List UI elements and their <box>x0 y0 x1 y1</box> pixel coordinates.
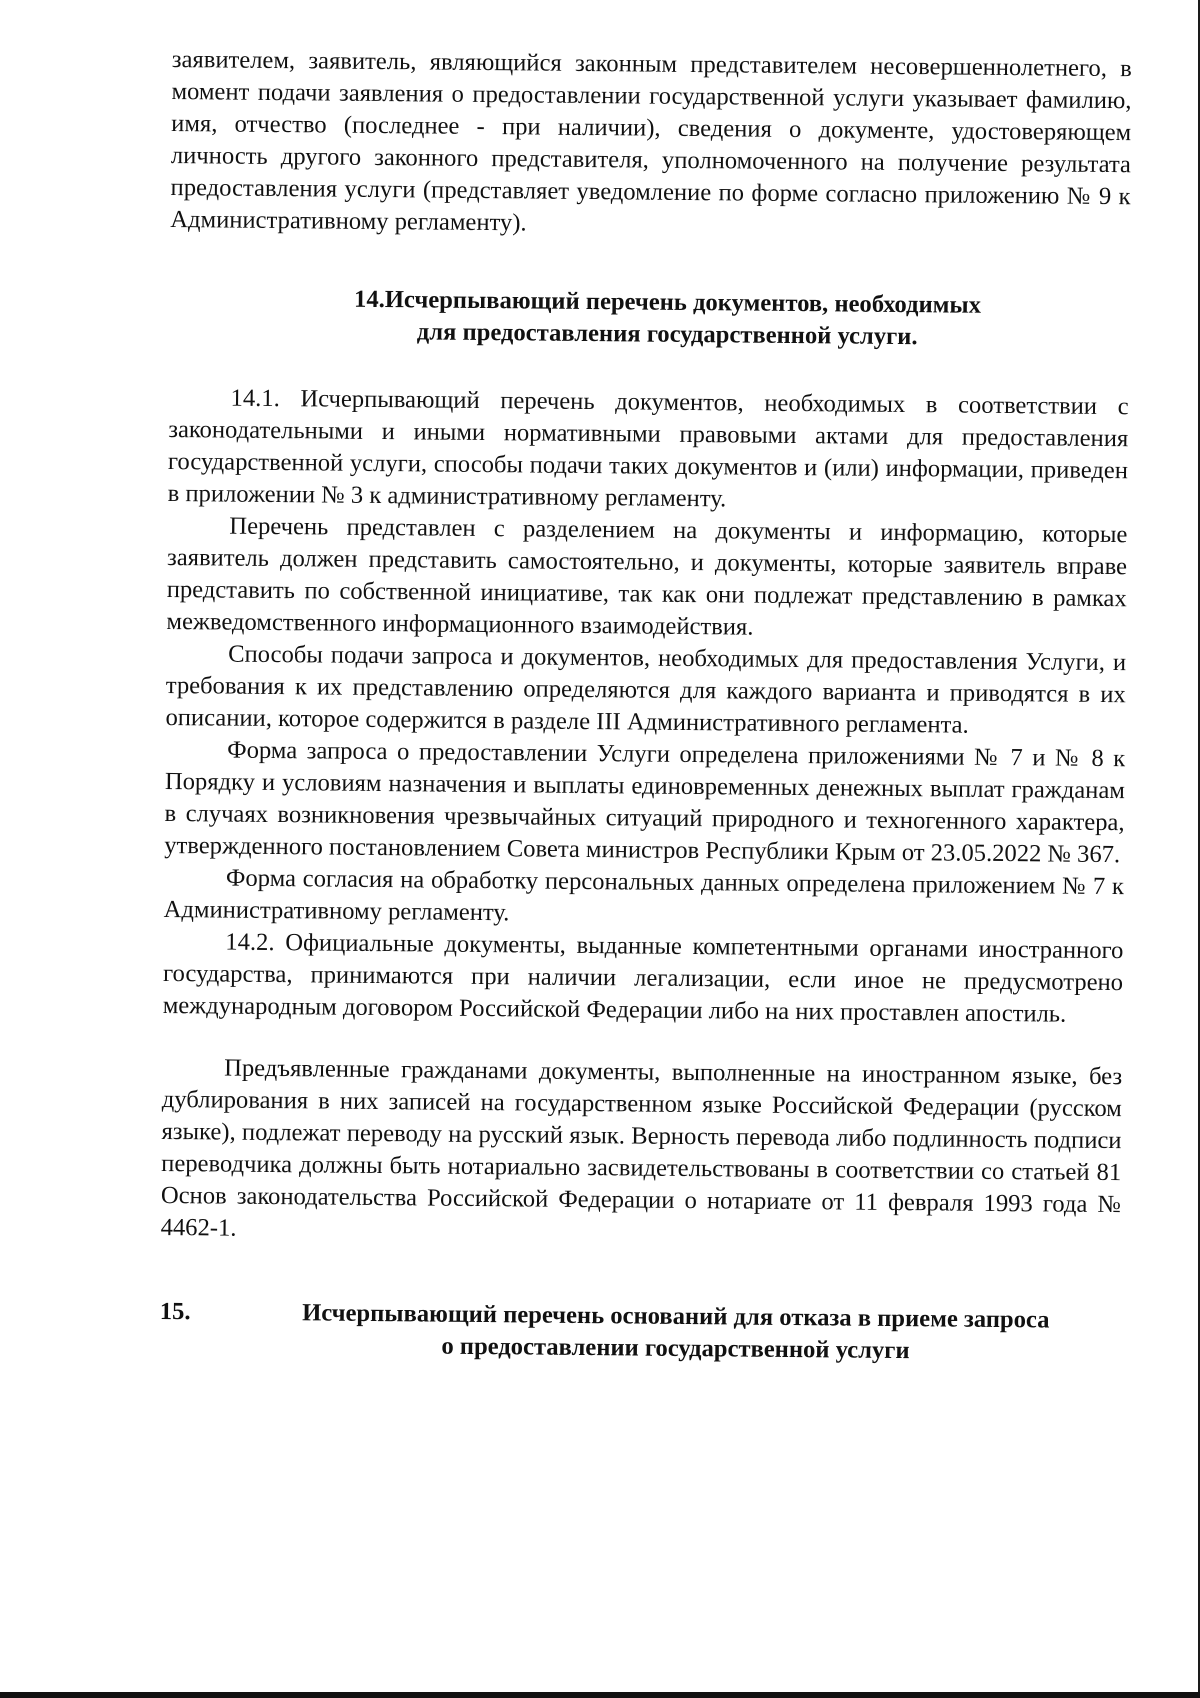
intro-paragraph: заявителем, заявитель, являющийся законным представителем несовершеннолетнего, в момент подачи заявления о предоставлении государственной услуги указывает фамилию, имя, отчество (последнее - при наличии), сведения о документе, удостоверяющем личность другого законного представителя, уполномоченного на получение результата предоставления услуги (представляет уведомление по форме согласно приложению № 9 к Административному регламенту). <box>170 45 1132 237</box>
section-14-heading-line-2: для предоставления государственной услуги. <box>416 318 918 351</box>
paragraph-14-1: 14.1. Исчерпывающий перечень документов, необходимых в соответствии с законодательными и иными нормативными правовыми актами для предоставления государственной услуги, способы подачи таких документов и (или) информации, приведен в приложении № 3 к административному регламенту. <box>167 384 1129 513</box>
paragraph-request-form: Форма запроса о предоставлении Услуги определена приложениями № 7 и № 8 к Порядку и условиям назначения и выплаты единовременных денежных выплат гражданам в случаях возникновения чрезвычайных ситуаций природного и техногенного характера, утвержденного постановлением Совета министров Республики Крым от 23.05.2022 № 367. <box>164 736 1126 869</box>
document-body <box>159 44 1132 1369</box>
paragraph-translation: Предъявленные гражданами документы, выполненные на иностранном языке, без дублирования в них записей на государственном языке Российской Федерации (русском языке), подлежат переводу на русский язык. Верность перевода либо подлинность подписи переводчика должны быть нотариально засвидетельствованы в соответствии со статьей 81 Основ законодательства Российской Федерации о нотариате от 11 февраля 1993 года № 4462-1. <box>160 1054 1123 1242</box>
section-15-heading <box>159 1296 1120 1369</box>
section-15-heading-line-1: Исчерпывающий перечень оснований для отказа в приеме запроса <box>302 1299 1050 1334</box>
paragraph-submission-methods: Способы подачи запроса и документов, необходимых для предоставления Услуги, и требования к их представлению определяются для каждого варианта и приводятся в их описании, которое содержится в разделе III Административного регламента. <box>165 640 1127 739</box>
paragraph-14-2: 14.2. Официальные документы, выданные компетентными органами иностранного государства, принимаются при наличии легализации, если иное не предусмотрено международным договором Российской Федерации либо на них проставлен апостиль. <box>162 928 1124 1028</box>
paragraph-list-description: Перечень представлен с разделением на документы и информацию, которые заявитель должен представить самостоятельно, и документы, которые заявитель вправе представить по собственной инициативе, так как они подлежат представлению в рамках межведомственного информационного взаимодействия. <box>166 512 1128 641</box>
scan-edge-bottom <box>0 1692 1200 1698</box>
paragraph-consent-form: Форма согласия на обработку персональных данных определена приложением № 7 к Административному регламенту. <box>163 864 1125 927</box>
section-14-heading-line-1: 14.Исчерпывающий перечень документов, необходимых <box>353 285 982 319</box>
section-14-heading <box>169 282 1130 355</box>
section-15-heading-line-2: о предоставлении государственной услуги <box>441 1332 910 1365</box>
section-15-number: 15. <box>159 1297 191 1326</box>
section-15-title <box>231 1297 1120 1370</box>
